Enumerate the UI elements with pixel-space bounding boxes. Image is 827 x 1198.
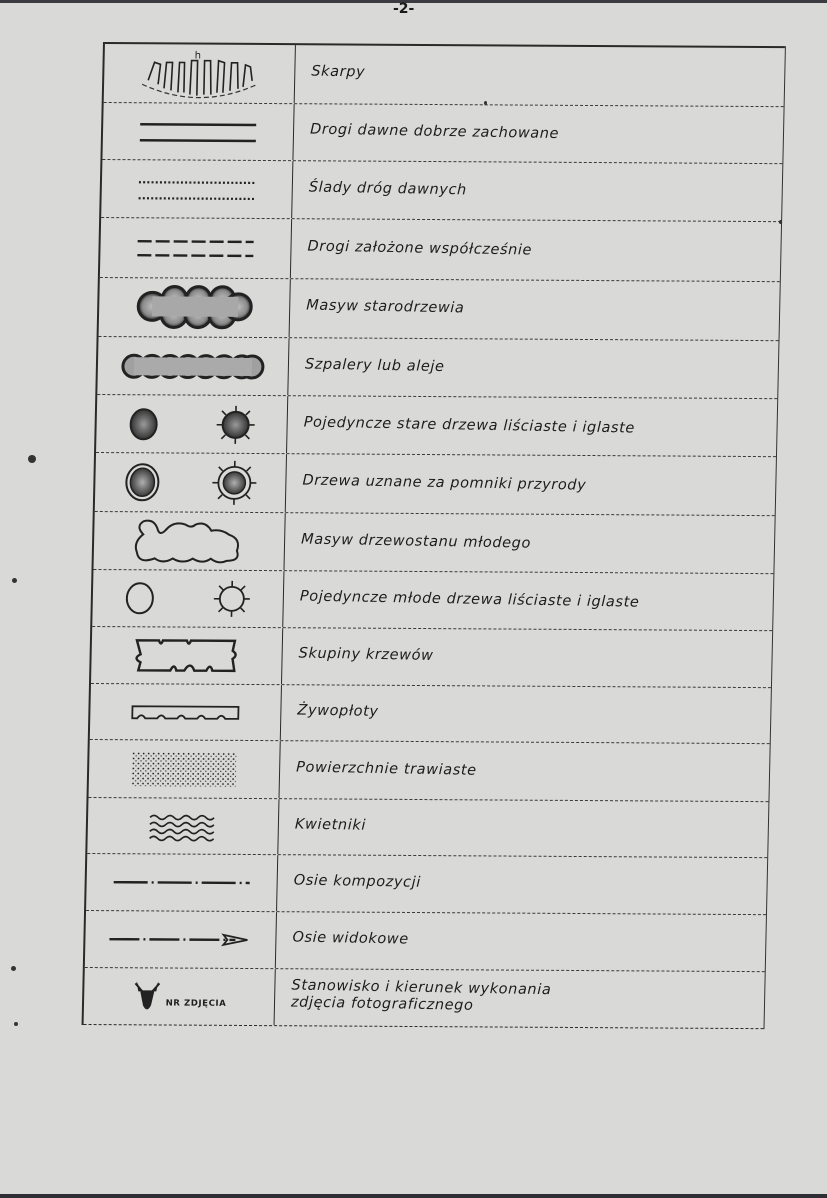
young-tree-mass-symbol-icon bbox=[94, 512, 286, 570]
legend-row-old-road-traces bbox=[101, 159, 782, 221]
hedge-symbol-icon bbox=[90, 684, 282, 740]
legend-row-modern-roads bbox=[100, 217, 781, 281]
legend-table bbox=[82, 42, 786, 1029]
flowerbed-symbol-icon bbox=[87, 798, 279, 854]
legend-label bbox=[274, 966, 765, 1031]
double-dotted-line-symbol-icon bbox=[101, 160, 293, 218]
legend-label: Drogi dawne dobrze zachowane bbox=[309, 121, 560, 143]
scan-speck bbox=[14, 1022, 18, 1026]
old-tree-mass-symbol-icon bbox=[99, 278, 291, 337]
photo-number-caption: NR ZDJĘCIA bbox=[165, 998, 227, 1009]
legend-row-shrub-groups bbox=[91, 626, 772, 687]
legend-label: Kwietniki bbox=[294, 815, 367, 834]
page-number: -2- bbox=[393, 1, 415, 17]
legend-row-grass-areas bbox=[89, 739, 770, 801]
legend-label: Skupiny krzewów bbox=[298, 645, 434, 664]
legend-row-flowerbeds bbox=[87, 797, 768, 857]
shrub-group-symbol-icon bbox=[91, 627, 283, 684]
tree-row-symbol-icon bbox=[97, 337, 289, 395]
legend-label: Pojedyncze stare drzewa liściaste i iglaste bbox=[303, 413, 636, 437]
legend-label: Ślady dróg dawnych bbox=[308, 178, 468, 198]
legend-row-hedges bbox=[90, 683, 771, 743]
legend-row-old-tree-mass bbox=[99, 277, 780, 340]
svg-text:h: h bbox=[194, 50, 202, 62]
legend-row-old-roads-preserved bbox=[102, 102, 783, 163]
legend-label: Masyw drzewostanu młodego bbox=[300, 530, 532, 552]
legend-label: Drzewa uznane za pomniki przyrody bbox=[302, 472, 587, 494]
scan-speck bbox=[484, 101, 487, 105]
legend-label: Masyw starodrzewia bbox=[306, 297, 465, 317]
legend-label: Osie widokowe bbox=[292, 929, 410, 948]
legend-row-tree-rows bbox=[97, 336, 778, 398]
legend-label-line1: Stanowisko i kierunek wykonania bbox=[291, 977, 552, 999]
young-single-trees-symbol-icon bbox=[92, 570, 284, 627]
legend-label: Pojedyncze młode drzewa liściaste i iglaste bbox=[299, 588, 640, 611]
double-solid-line-symbol-icon bbox=[102, 103, 294, 160]
monument-trees-symbol-icon bbox=[95, 453, 287, 512]
legend-row-old-single-trees bbox=[96, 394, 777, 456]
legend-label: Szpalery lub aleje bbox=[304, 355, 445, 375]
legend-label: Żywopłoty bbox=[297, 701, 379, 720]
legend-label-line2: zdjęcia fotograficznego bbox=[290, 994, 474, 1014]
legend-label: Powierzchnie trawiaste bbox=[295, 758, 477, 779]
legend-label: Drogi założone współcześnie bbox=[307, 237, 533, 259]
legend-label: Osie kompozycji bbox=[293, 872, 422, 891]
scan-bottom-edge bbox=[0, 1194, 827, 1198]
legend-row-photo-position bbox=[84, 967, 765, 1029]
double-dashed-line-symbol-icon bbox=[100, 218, 292, 278]
dash-dot-line-symbol-icon bbox=[86, 854, 278, 911]
dash-dot-arrow-symbol-icon bbox=[85, 911, 277, 968]
legend-row-escarpments bbox=[104, 42, 785, 106]
grass-stipple-symbol-icon bbox=[89, 740, 281, 798]
legend-row-young-tree-mass bbox=[94, 511, 775, 573]
escarpment-hatching-symbol-icon bbox=[104, 44, 296, 103]
legend-row-view-axes bbox=[85, 910, 766, 971]
legend-label: Skarpy bbox=[311, 63, 366, 81]
scan-speck bbox=[12, 578, 17, 583]
legend-row-young-single-trees bbox=[92, 569, 773, 630]
scan-speck bbox=[779, 220, 782, 224]
legend-row-monument-trees bbox=[95, 452, 776, 515]
camera-position-symbol-icon bbox=[84, 968, 276, 1025]
old-single-trees-symbol-icon bbox=[96, 395, 288, 453]
scan-speck bbox=[28, 455, 36, 463]
scan-speck bbox=[11, 966, 16, 971]
legend-row-composition-axes bbox=[86, 853, 767, 914]
